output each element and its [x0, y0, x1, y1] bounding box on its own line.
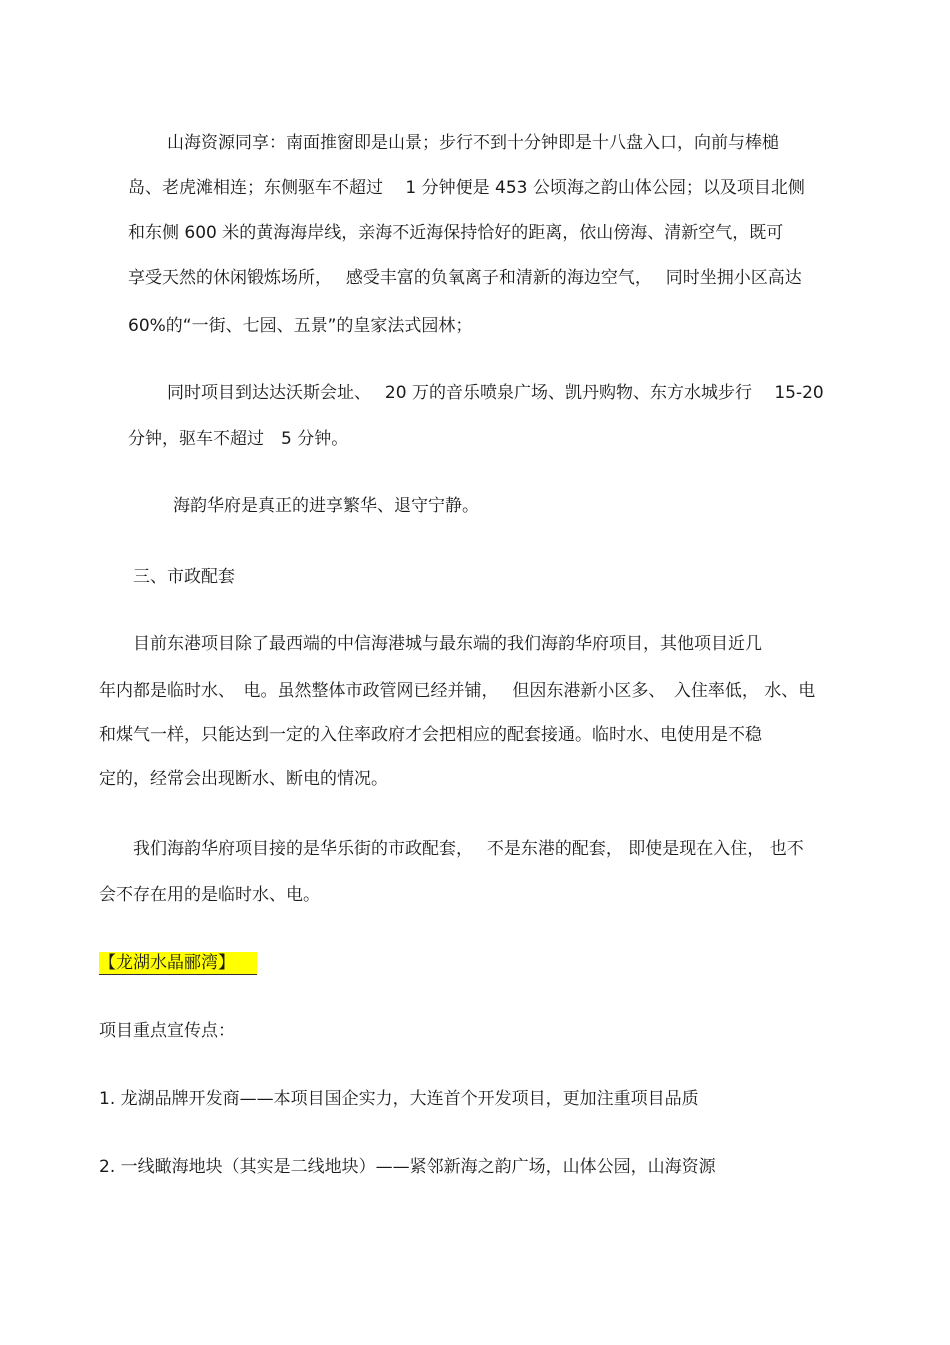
paragraph-municipal-line-3: 和煤气一样，只能达到一定的入住率政府才会把相应的配套接通。临时水、电使用是不稳	[99, 725, 762, 745]
promo-item-1: 1. 龙湖品牌开发商——本项目国企实力，大连首个开发项目，更加注重项目品质	[99, 1089, 699, 1109]
paragraph-shanhai-line-4: 享受天然的休闲锻炼场所， 感受丰富的负氧离子和清新的海边空气， 同时坐拥小区高达	[128, 268, 802, 288]
paragraph-nearby-line-1: 同时项目到达达沃斯会址、 20 万的音乐喷泉广场、凯丹购物、东方水城步行 15-20	[167, 383, 824, 403]
paragraph-shanhai-line-1: 山海资源同享：南面推窗即是山景；步行不到十分钟即是十八盘入口，向前与棒槌	[167, 133, 779, 153]
paragraph-municipal-line-4: 定的，经常会出现断水、断电的情况。	[99, 769, 388, 789]
paragraph-municipal-line-1: 目前东港项目除了最西端的中信海港城与最东端的我们海韵华府项目，其他项目近几	[133, 634, 762, 654]
paragraph-huale-line-1: 我们海韵华府项目接的是华乐街的市政配套， 不是东港的配套， 即使是现在入住， 也不	[133, 839, 804, 859]
paragraph-municipal-line-2: 年内都是临时水、 电。虽然整体市政管网已经并铺， 但因东港新小区多、 入住率低， 水、电	[99, 681, 816, 701]
heading-municipal: 三、市政配套	[133, 567, 235, 587]
highlight-project-heading: 【龙湖水晶郦湾】	[99, 952, 257, 975]
paragraph-shanhai-line-5: 60%的“一街、七园、五景”的皇家法式园林；	[128, 316, 473, 336]
paragraph-shanhai-line-3: 和东侧 600 米的黄海海岸线，亲海不近海保持恰好的距离，依山傍海、清新空气，既可	[128, 223, 784, 243]
paragraph-huale-line-2: 会不存在用的是临时水、电。	[99, 885, 320, 905]
summary-text: 海韵华府是真正的进享繁华、退守宁静。	[173, 496, 479, 516]
promo-heading: 项目重点宣传点：	[99, 1021, 235, 1041]
promo-item-2: 2. 一线瞰海地块（其实是二线地块）——紧邻新海之韵广场，山体公园，山海资源	[99, 1157, 716, 1177]
paragraph-shanhai-line-2: 岛、老虎滩相连；东侧驱车不超过 1 分钟便是 453 公顷海之韵山体公园；以及项目北侧	[128, 178, 805, 198]
paragraph-nearby-line-2: 分钟，驱车不超过 5 分钟。	[128, 429, 349, 449]
